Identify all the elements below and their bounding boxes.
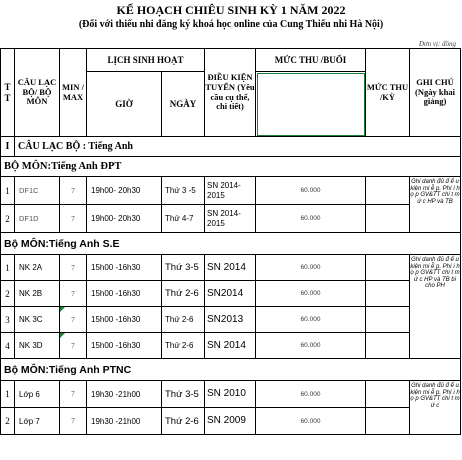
condition-cell[interactable]: SN2013 (205, 307, 256, 333)
min-max-cell[interactable]: 7 (60, 281, 87, 307)
row-number[interactable]: 2 (1, 205, 15, 233)
day-cell[interactable]: Thứ 3 -5 (162, 177, 205, 205)
day-cell[interactable]: Thứ 3-5 (162, 255, 205, 281)
header-day[interactable]: NGÀY (162, 72, 205, 137)
fee-term-cell[interactable] (366, 333, 410, 359)
min-max-cell[interactable]: 7 (60, 307, 87, 333)
condition-cell[interactable]: SN2014 (205, 281, 256, 307)
time-cell[interactable]: 15h00 -16h30 (87, 281, 162, 307)
fee-session-cell[interactable]: 60.000 (256, 381, 366, 408)
header-fee-term[interactable]: MỨC THU /KỲ (366, 49, 410, 137)
group-title[interactable]: Bộ MÔN:Tiếng Anh S.E (1, 233, 461, 255)
condition-cell[interactable]: SN 2014 (205, 255, 256, 281)
min-max-cell[interactable]: 7 (60, 333, 87, 359)
day-cell[interactable]: Thứ 2-6 (162, 333, 205, 359)
class-code[interactable]: NK 2B (15, 281, 60, 307)
header-schedule[interactable]: LỊCH SINH HOẠT (87, 49, 205, 72)
fee-term-cell[interactable] (366, 381, 410, 408)
selected-cell[interactable] (256, 72, 366, 137)
header-club[interactable]: CÂU LẠC BỘ/ BỘ MÔN (15, 49, 60, 137)
row-number[interactable]: 2 (1, 408, 15, 435)
row-number[interactable]: 2 (1, 281, 15, 307)
page-subtitle: (Đối với thiếu nhi đăng ký khoá học online của Cung Thiếu nhi Hà Nội) (78, 19, 384, 30)
time-cell[interactable]: 19h30 -21h00 (87, 381, 162, 408)
time-cell[interactable]: 19h00- 20h30 (87, 205, 162, 233)
fee-session-cell[interactable]: 60.000 (256, 333, 366, 359)
class-code[interactable]: NK 3C (15, 307, 60, 333)
fee-session-cell[interactable]: 60.000 (256, 307, 366, 333)
row-number[interactable]: 4 (1, 333, 15, 359)
fee-term-cell[interactable] (366, 281, 410, 307)
header-minmax[interactable]: MIN / MAX (60, 49, 87, 137)
min-max-cell[interactable]: 7 (60, 205, 87, 233)
group-title[interactable]: BỘ MÔN:Tiếng Anh ĐPT (1, 157, 461, 177)
note-cell[interactable]: Ghi danh đủ đ ể u kiện mi ễ p. Phí i h ọ p GV&TT chi t m ứ c HP và TB (410, 177, 461, 233)
condition-cell[interactable]: SN 2014-2015 (205, 205, 256, 233)
header-tt[interactable]: T T (1, 49, 15, 137)
class-code[interactable]: DF1C (15, 177, 60, 205)
fee-term-cell[interactable] (366, 205, 410, 233)
header-time[interactable]: GIỜ (87, 72, 162, 137)
class-code[interactable]: Lớp 7 (15, 408, 60, 435)
class-code[interactable]: DF1D (15, 205, 60, 233)
fee-term-cell[interactable] (366, 255, 410, 281)
condition-cell[interactable]: SN 2014-2015 (205, 177, 256, 205)
fee-session-cell[interactable]: 60.000 (256, 255, 366, 281)
fee-session-cell[interactable]: 60.000 (256, 408, 366, 435)
class-code[interactable]: NK 3D (15, 333, 60, 359)
row-number[interactable]: 1 (1, 255, 15, 281)
time-cell[interactable]: 15h00 -16h30 (87, 333, 162, 359)
fee-term-cell[interactable] (366, 177, 410, 205)
row-number[interactable]: 3 (1, 307, 15, 333)
header-fee-session[interactable]: MỨC THU /BUỔI (256, 49, 366, 72)
day-cell[interactable]: Thứ 4-7 (162, 205, 205, 233)
fee-term-cell[interactable] (366, 408, 410, 435)
fee-term-cell[interactable] (366, 307, 410, 333)
unit-note: Đơn vị: đồng (418, 40, 456, 48)
day-cell[interactable]: Thứ 2-6 (162, 408, 205, 435)
time-cell[interactable]: 19h30 -21h00 (87, 408, 162, 435)
min-max-cell[interactable]: 7 (60, 381, 87, 408)
day-cell[interactable]: Thứ 2-6 (162, 307, 205, 333)
min-max-cell[interactable]: 7 (60, 177, 87, 205)
row-number[interactable]: 1 (1, 381, 15, 408)
header-condition[interactable]: ĐIỀU KIỆN TUYỂN (Yêu cầu cụ thể, chi tiết) (205, 49, 256, 137)
time-cell[interactable]: 19h00- 20h30 (87, 177, 162, 205)
condition-cell[interactable]: SN 2009 (205, 408, 256, 435)
time-cell[interactable]: 15h00 -16h30 (87, 307, 162, 333)
condition-cell[interactable]: SN 2010 (205, 381, 256, 408)
class-code[interactable]: Lớp 6 (15, 381, 60, 408)
enrollment-table (0, 48, 461, 435)
header-note[interactable]: GHI CHÚ (Ngày khai giảng) (410, 49, 461, 137)
note-cell[interactable]: Ghi danh đủ đ ể u kiện mi ễ p. Phí i h ọ p GV&TT chi t m ứ c (410, 381, 461, 435)
note-cell[interactable]: Ghi danh đủ đ ể u kiện mi ễ p. Phí i h ọ p GV&TT chi t m ứ c HP và TB bi cho PH (410, 255, 461, 359)
condition-cell[interactable]: SN 2014 (205, 333, 256, 359)
day-cell[interactable]: Thứ 2-6 (162, 281, 205, 307)
fee-session-cell[interactable]: 60.000 (256, 205, 366, 233)
day-cell[interactable]: Thứ 3-5 (162, 381, 205, 408)
min-max-cell[interactable]: 7 (60, 255, 87, 281)
time-cell[interactable]: 15h00 -16h30 (87, 255, 162, 281)
section-label[interactable]: CÂU LẠC BỘ : Tiếng Anh (15, 137, 461, 157)
section-number[interactable]: I (1, 137, 15, 157)
min-max-cell[interactable]: 7 (60, 408, 87, 435)
fee-session-cell[interactable]: 60.000 (256, 281, 366, 307)
class-code[interactable]: NK 2A (15, 255, 60, 281)
row-number[interactable]: 1 (1, 177, 15, 205)
group-title[interactable]: Bộ MÔN:Tiếng Anh PTNC (1, 359, 461, 381)
page-title: KẾ HOẠCH CHIÊU SINH KỲ 1 NĂM 2022 (116, 3, 346, 17)
fee-session-cell[interactable]: 60.000 (256, 177, 366, 205)
